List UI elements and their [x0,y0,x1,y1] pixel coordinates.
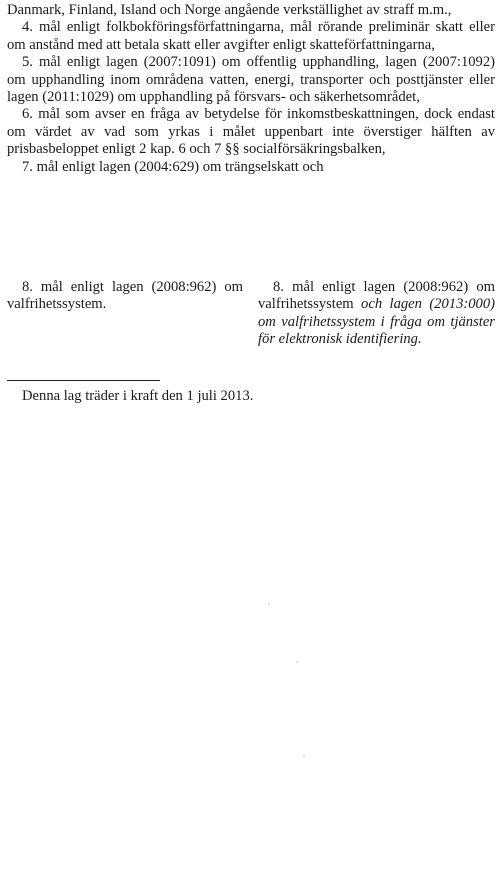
footnote-divider [7,380,160,381]
paragraph-item-4: 4. mål enligt folkbokföringsförfattningarna, mål rörande preliminär skatt eller om anstånd med att betala skatt eller avgifter enligt skatteförfattningarna, [7,19,495,53]
comparison-columns [7,279,495,369]
paragraph-item-6: 6. mål som avser en fråga av betydelse för inkomstbeskattningen, dock endast om värdet av vad som yrkas i målet uppenbart inte överstiger hälften av prisbasbeloppet enligt 2 kap. 6 och 7 §§ socialförsäkringsbalken, [7,106,495,158]
paragraph-item-5: 5. mål enligt lagen (2007:1091) om offentlig upphandling, lagen (2007:1092) om upphandling inom områdena vatten, energi, transporter och posttjänster eller lagen (2011:1029) om upphandling på försvars- och säkerhetsområdet, [7,54,495,106]
paragraph-item-7: 7. mål enligt lagen (2004:629) om trängselskatt och [22,158,324,175]
effective-date-note: Denna lag träder i kraft den 1 juli 2013. [22,388,254,404]
paragraph-continuation: Danmark, Finland, Island och Norge angående verkställighet av straff m.m., [7,2,452,18]
scan-speck [268,603,270,605]
proposed-wording-plain: 8. mål enligt lagen (2008:962) om valfrihetssystem [258,279,495,313]
proposed-wording-italic: och lagen (2013:000) om valfrihetssystem i fråga om tjänster för elektronisk identifiering. [258,296,495,348]
scan-speck [303,755,305,757]
proposed-wording-column [258,279,495,349]
current-wording-column: 8. mål enligt lagen (2008:962) om valfrihetssystem. [7,279,243,313]
body-text [7,2,495,176]
scan-speck [296,661,298,663]
